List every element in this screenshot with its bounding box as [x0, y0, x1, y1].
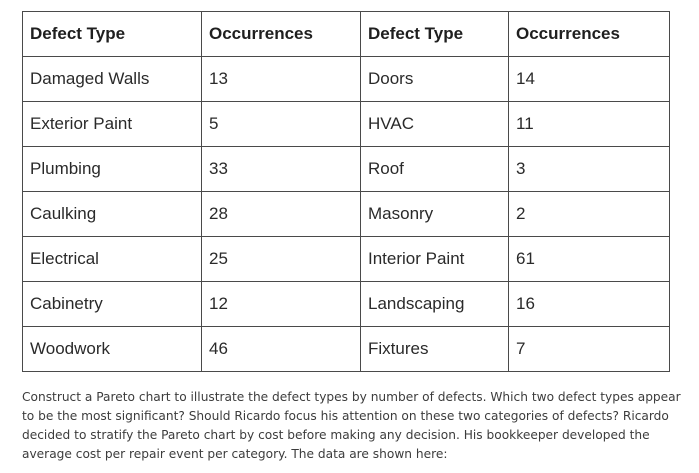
question-paragraph: Construct a Pareto chart to illustrate the defect types by number of defects. Which two defect types appear to be the most significant? Should Ricardo focus his attention on these two categories of defects? Ricardo decided to stratify the Pareto chart by cost before making any decision. His bookkeeper developed the average cost per repair event per category. The data are shown here: [22, 390, 681, 461]
occurrences-cell: 61 [509, 237, 670, 282]
header-occurrences-right: Occurrences [509, 12, 670, 57]
table-row [23, 237, 670, 282]
defect-type-cell: Damaged Walls [23, 57, 202, 102]
table-row [23, 57, 670, 102]
defect-type-cell: Exterior Paint [23, 102, 202, 147]
header-defect-type-right: Defect Type [361, 12, 509, 57]
defect-type-cell: Masonry [361, 192, 509, 237]
header-defect-type-left: Defect Type [23, 12, 202, 57]
defect-type-cell: Cabinetry [23, 282, 202, 327]
occurrences-cell: 3 [509, 147, 670, 192]
defect-occurrences-table [22, 11, 670, 372]
table-header-row [23, 12, 670, 57]
defect-type-cell: Caulking [23, 192, 202, 237]
header-occurrences-left: Occurrences [202, 12, 361, 57]
table-row [23, 147, 670, 192]
occurrences-cell: 46 [202, 327, 361, 372]
occurrences-cell: 12 [202, 282, 361, 327]
occurrences-cell: 25 [202, 237, 361, 282]
occurrences-cell: 14 [509, 57, 670, 102]
defect-type-cell: Plumbing [23, 147, 202, 192]
occurrences-cell: 16 [509, 282, 670, 327]
table-row [23, 327, 670, 372]
defect-type-cell: Woodwork [23, 327, 202, 372]
occurrences-cell: 33 [202, 147, 361, 192]
occurrences-cell: 28 [202, 192, 361, 237]
occurrences-cell: 5 [202, 102, 361, 147]
defect-type-cell: Roof [361, 147, 509, 192]
defect-type-cell: HVAC [361, 102, 509, 147]
occurrences-cell: 13 [202, 57, 361, 102]
occurrences-cell: 7 [509, 327, 670, 372]
defect-type-cell: Interior Paint [361, 237, 509, 282]
table-row [23, 102, 670, 147]
table-row [23, 282, 670, 327]
defect-type-cell: Doors [361, 57, 509, 102]
occurrences-cell: 2 [509, 192, 670, 237]
defect-type-cell: Fixtures [361, 327, 509, 372]
defect-type-cell: Landscaping [361, 282, 509, 327]
defect-type-cell: Electrical [23, 237, 202, 282]
table-row [23, 192, 670, 237]
occurrences-cell: 11 [509, 102, 670, 147]
